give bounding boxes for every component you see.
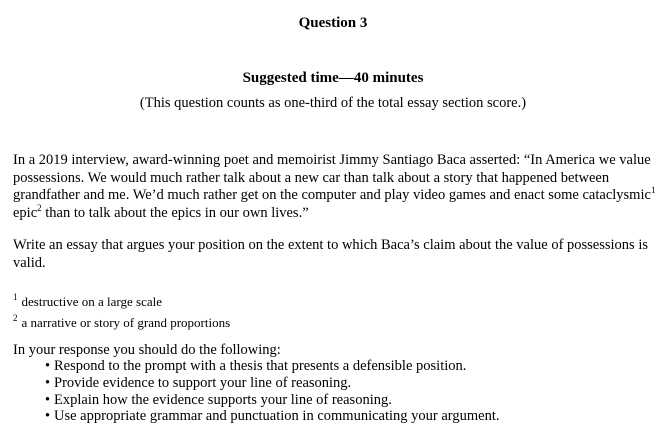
bullet-icon: • (45, 358, 51, 374)
prompt-quote-text: In a 2019 interview, award-winning poet and memoirist Jimmy Santiago Baca asserted: “In America we value possessions. We would much rather talk about a new car than talk about a story that happened between grandfather and me. We’d much rather get on the computer and play video games and enact some cataclysmic (13, 152, 651, 203)
bullet-icon: • (45, 374, 51, 391)
list-item: • Respond to the prompt with a thesis that presents a defensible position. (45, 358, 467, 374)
footnote-ref-1: 1 (650, 185, 656, 195)
footnote-1-number: 1 (13, 292, 18, 302)
instructions-lead: In your response you should do the following: (13, 342, 281, 358)
footnote-2-text: a narrative or story of grand proportions (21, 315, 231, 330)
question-title: Question 3 (298, 15, 368, 31)
instructions-list (45, 358, 499, 425)
prompt-quote-epic: epic (13, 204, 38, 221)
bullet-icon: • (45, 408, 51, 425)
footnote-1-text: destructive on a large scale (21, 294, 163, 309)
footnote-2-number: 2 (13, 313, 18, 323)
footnote-1 (13, 289, 653, 310)
score-weight-note: (This question counts as one-third of the total essay section score.) (139, 95, 527, 111)
list-item: • Explain how the evidence supports your line of reasoning. (45, 391, 392, 408)
suggested-time: Suggested time—40 minutes (242, 70, 424, 86)
list-item: • Provide evidence to support your line of reasoning. (45, 374, 352, 391)
footnote-ref-2: 2 (37, 202, 42, 213)
prompt-quote-paragraph (13, 152, 658, 222)
task-paragraph: Write an essay that argues your position on the extent to which Baca’s claim about the value of possessions is valid. (13, 237, 648, 271)
bullet-icon: • (45, 391, 51, 408)
footnote-2 (13, 310, 653, 331)
list-item: • Use appropriate grammar and punctuation in communicating your argument. (45, 408, 500, 425)
prompt-quote-tail: than to talk about the epics in our own lives.” (45, 204, 309, 221)
